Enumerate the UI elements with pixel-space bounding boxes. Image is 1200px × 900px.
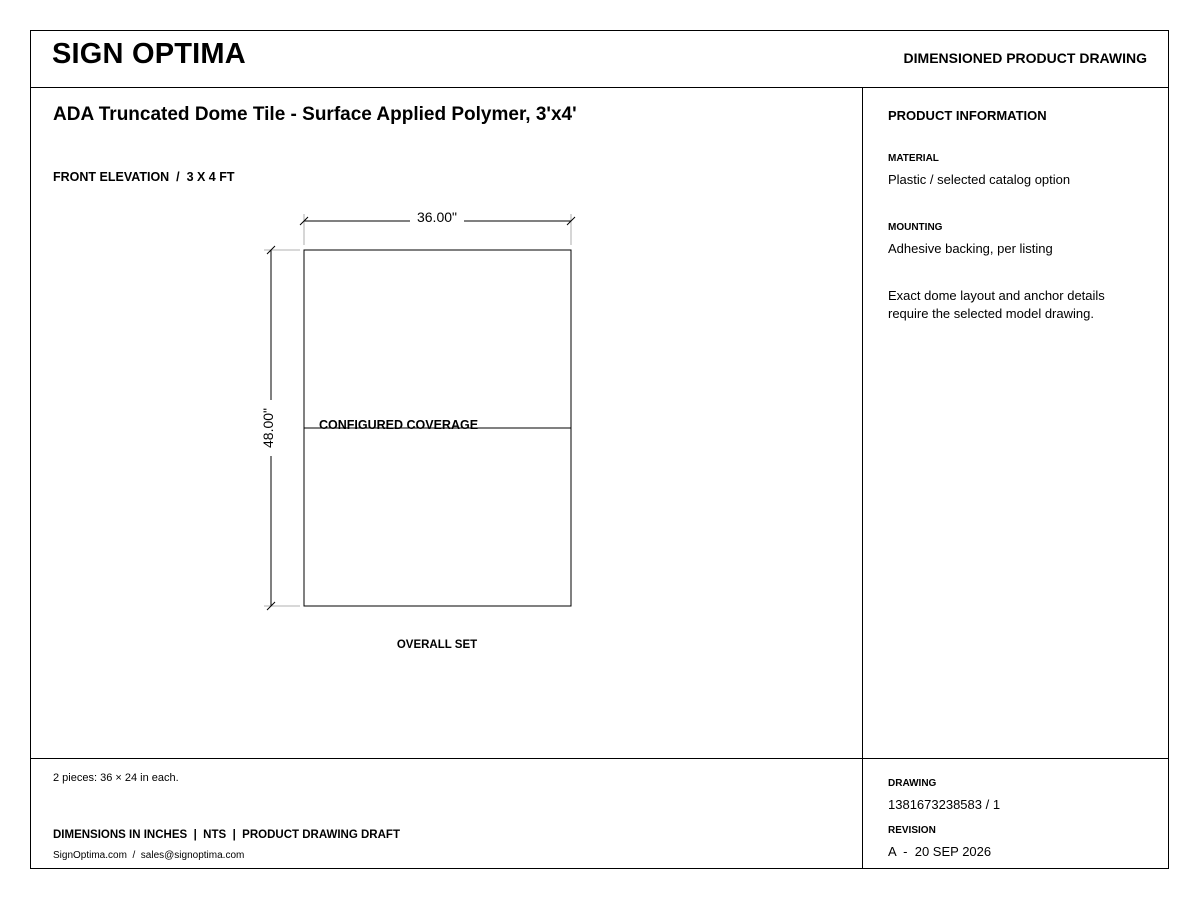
product-title: ADA Truncated Dome Tile - Surface Applied Polymer, 3'x4' [53, 104, 577, 125]
contact-line: SignOptima.com / sales@signoptima.com [53, 850, 245, 861]
drawing-spec-line: DIMENSIONS IN INCHES | NTS | PRODUCT DRAWING DRAFT [53, 829, 400, 841]
layout-note: Exact dome layout and anchor details require the selected model drawing. [888, 288, 1105, 321]
pieces-note: 2 pieces: 36 × 24 in each. [53, 772, 179, 784]
revision-value: A - 20 SEP 2026 [888, 844, 992, 859]
width-dimension-label: 36.00" [416, 209, 458, 225]
product-info-heading: PRODUCT INFORMATION [888, 108, 1047, 123]
height-dimension-label: 48.00" [260, 407, 276, 449]
drawing-caption: OVERALL SET [396, 639, 478, 651]
document-type: DIMENSIONED PRODUCT DRAWING [903, 50, 1147, 66]
mounting-label: MOUNTING [888, 222, 943, 233]
coverage-label: CONFIGURED COVERAGE [319, 418, 479, 432]
drawing-number-label: DRAWING [888, 778, 937, 789]
mounting-value: Adhesive backing, per listing [888, 241, 1053, 256]
revision-label: REVISION [888, 825, 936, 836]
brand-name: SIGN OPTIMA [52, 38, 246, 70]
drawing-number-value: 1381673238583 / 1 [888, 797, 1001, 812]
material-value: Plastic / selected catalog option [888, 172, 1071, 187]
view-label: FRONT ELEVATION / 3 X 4 FT [53, 170, 235, 184]
material-label: MATERIAL [888, 153, 939, 164]
